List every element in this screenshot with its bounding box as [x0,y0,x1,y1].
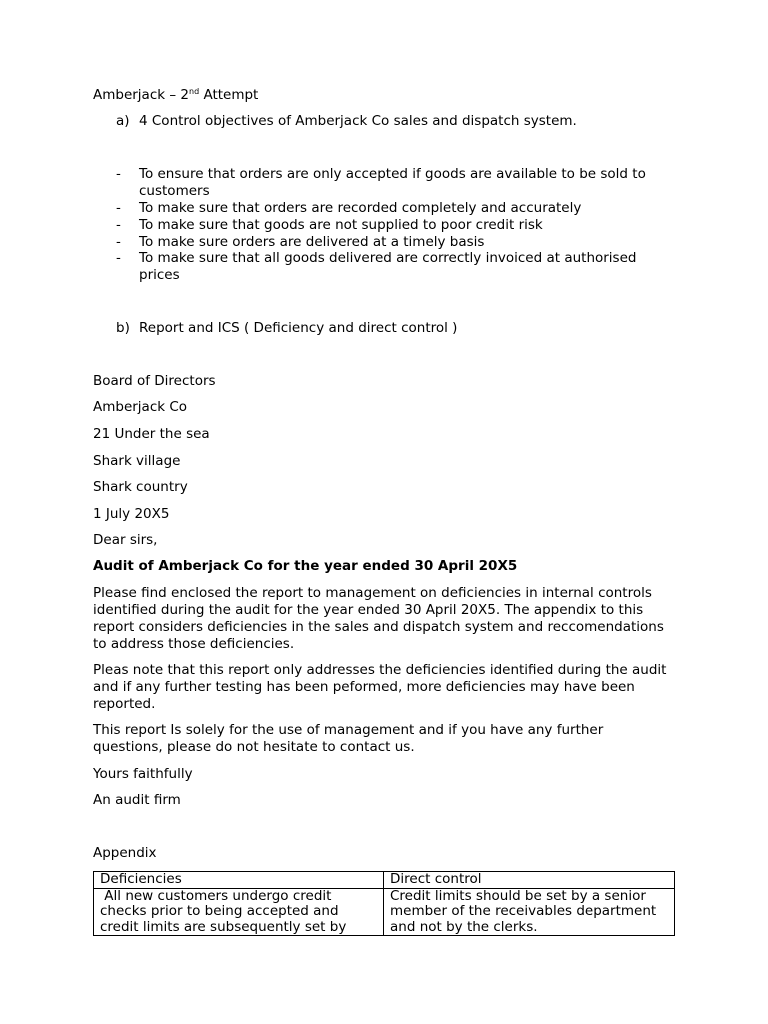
objective-text: To make sure that goods are not supplied to poor credit risk [139,217,543,233]
table-cell: Credit limits should be set by a senior member of the receivables department and not by the clerks. [384,888,675,936]
objective-text: To make sure that all goods delivered are correctly invoiced at authorised prices [139,250,637,283]
bullet-dash: - [116,250,121,266]
part-b-label: b) [116,320,130,336]
table-header-row [94,872,675,889]
table-row [94,888,675,936]
salutation: Dear sirs, [93,532,158,548]
part-a-text: 4 Control objectives of Amberjack Co sales and dispatch system. [139,113,577,129]
body-paragraph: Please find enclosed the report to management on deficiencies in internal controls identified during the audit for the year ended 30 April 20X5. The appendix to this report considers deficiencies in the sales and dispatch system and reccomendations to address those deficiencies. [93,585,664,652]
bullet-dash: - [116,217,121,233]
bullet-dash: - [116,166,121,182]
document-title [93,87,258,103]
body-paragraph: This report Is solely for the use of management and if you have any further questions, please do not hesitate to contact us. [93,722,604,755]
address-line: Board of Directors [93,373,216,389]
body-paragraph: Pleas note that this report only addresses the deficiencies identified during the audit and if any further testing has been peformed, more deficiencies may have been reported. [93,662,667,712]
table-header-cell: Direct control [384,872,675,889]
appendix-table [93,871,675,936]
title-superscript: nd [189,87,200,96]
objective-text: To ensure that orders are only accepted if goods are available to be sold to customers [139,166,646,199]
letter-date: 1 July 20X5 [93,506,170,522]
part-a-label: a) [116,113,130,129]
address-line: Shark village [93,453,181,469]
signature: An audit firm [93,792,181,808]
address-line: 21 Under the sea [93,426,210,442]
objective-text: To make sure orders are delivered at a timely basis [139,234,485,250]
objective-text: To make sure that orders are recorded completely and accurately [139,200,582,216]
bullet-dash: - [116,200,121,216]
appendix-title: Appendix [93,845,157,861]
table-header-cell: Deficiencies [94,872,384,889]
title-main: Amberjack – 2 [93,87,189,103]
part-b-text: Report and ICS ( Deficiency and direct control ) [139,320,458,336]
closing: Yours faithfully [93,766,193,782]
letter-subject: Audit of Amberjack Co for the year ended 30 April 20X5 [93,558,518,574]
table-cell: All new customers undergo credit checks prior to being accepted and credit limits are subsequently set by [94,888,384,936]
address-line: Shark country [93,479,188,495]
bullet-dash: - [116,234,121,250]
title-tail: Attempt [199,87,259,103]
address-line: Amberjack Co [93,399,188,415]
